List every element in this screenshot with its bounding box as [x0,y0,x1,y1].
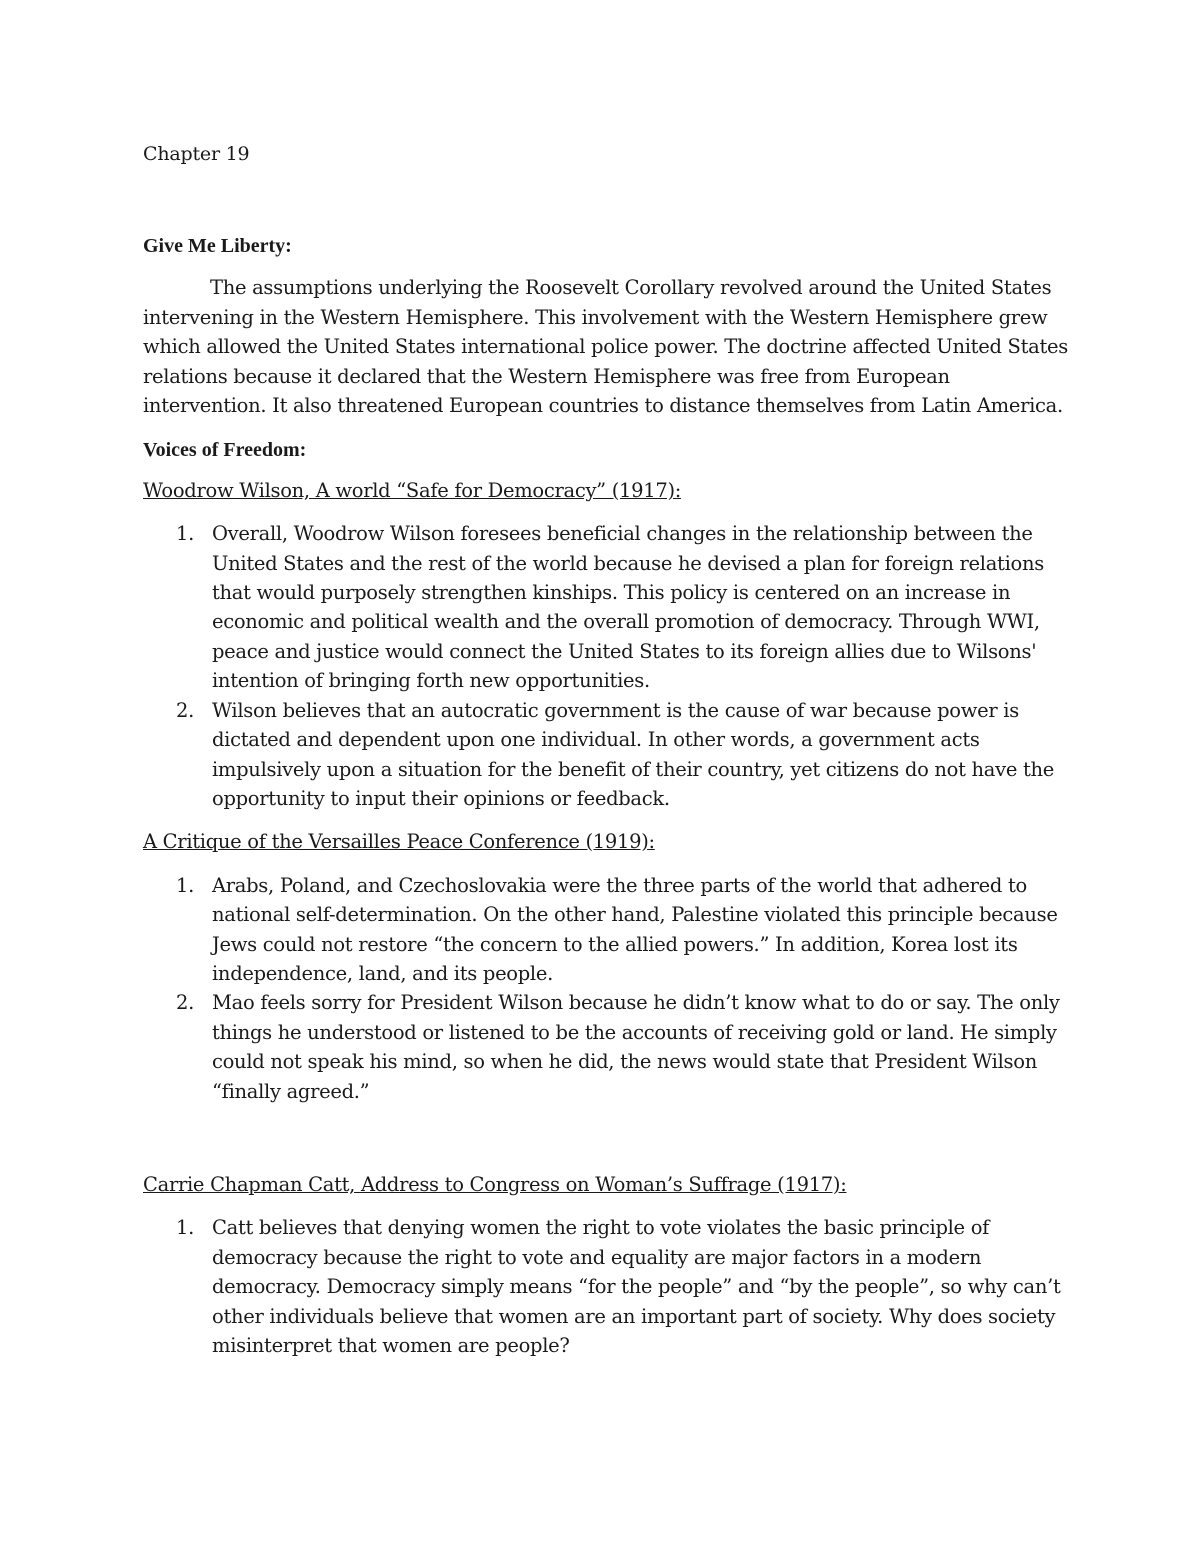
list-number: 1. [176,522,195,546]
list-item [143,871,1073,989]
chapter-title: Chapter 19 [143,143,250,165]
voices-of-freedom-heading: Voices of Freedom: [143,439,307,462]
reading-title-versailles: A Critique of the Versailles Peace Conference (1919): [143,830,655,854]
list-item-text: Catt believes that denying women the right to vote violates the basic principle of democracy because the right to vote and equality are major factors in a modern democracy. Democracy simply means “for the people” and “by the people”, so why can’t other individuals believe that women are an important part of society. Why does society misinterpret that women are people? [212,1216,1061,1357]
give-me-liberty-heading: Give Me Liberty: [143,235,292,257]
list-number: 1. [176,873,195,897]
document-body [143,232,1073,1360]
list-item [143,1213,1073,1360]
list-item-text: Overall, Woodrow Wilson foresees beneficial changes in the relationship between the United States and the rest of the world because he devised a plan for foreign relations that would purposely strengthen kinships. This policy is centered on an increase in economic and political wealth and the overall promotion of democracy. Through WWI, peace and justice would connect the United States to its foreign allies due to Wilsons' intention of bringing forth new opportunities. [212,522,1044,693]
list-number: 2. [176,698,195,722]
roosevelt-corollary-paragraph: The assumptions underlying the Roosevelt Corollary revolved around the United States intervening in the Western Hemisphere. This involvement with the Western Hemisphere grew which allowed the United States international police power. The doctrine affected United States relations because it declared that the Western Hemisphere was free from European intervention. It also threatened European countries to distance themselves from Latin America. [143,276,1068,418]
catt-answers-list [143,1213,1073,1360]
wilson-answers-list [143,519,1073,813]
list-number: 2. [176,991,195,1015]
list-item-text: Mao feels sorry for President Wilson because he didn’t know what to do or say. The only things he understood or listened to be the accounts of receiving gold or land. He simply could not speak his mind, so when he did, the news would state that President Wilson “finally agreed.” [212,991,1060,1103]
versailles-answers-list [143,871,1073,1106]
list-item [143,519,1073,695]
list-item-text: Wilson believes that an autocratic government is the cause of war because power is dictated and dependent upon one individual. In other words, a government acts impulsively upon a situation for the benefit of their country, yet citizens do not have the opportunity to input their opinions or feedback. [212,698,1055,810]
reading-title-catt: Carrie Chapman Catt, Address to Congress on Woman’s Suffrage (1917): [143,1172,847,1196]
list-number: 1. [176,1216,195,1240]
reading-title-wilson: Woodrow Wilson, A world “Safe for Democracy” (1917): [143,478,682,502]
list-item [143,696,1073,814]
list-item-text: Arabs, Poland, and Czechoslovakia were the three parts of the world that adhered to national self-determination. On the other hand, Palestine violated this principle because Jews could not restore “the concern to the allied powers.” In addition, Korea lost its independence, land, and its people. [212,873,1058,985]
list-item [143,988,1073,1106]
